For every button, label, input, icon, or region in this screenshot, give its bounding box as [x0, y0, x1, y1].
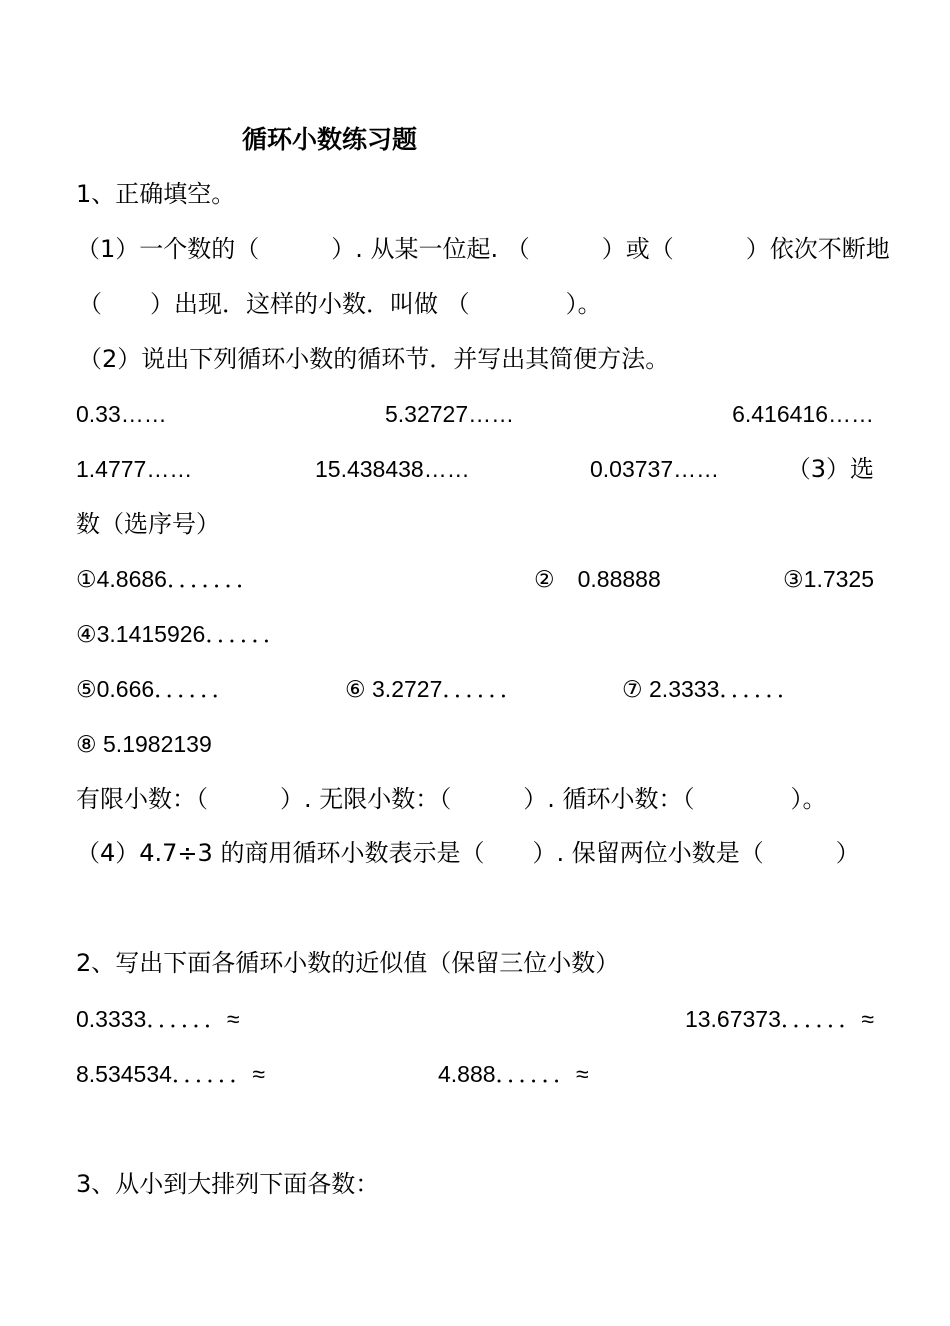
decimal-item: 6.416416……	[732, 401, 874, 427]
q1-part3-continued: 数（选序号）	[76, 510, 220, 538]
q1-part3-start: （3）选	[786, 455, 874, 483]
approx-item: 8.534534．．．．．．≈	[76, 1061, 266, 1087]
decimal-item: 0.03737……	[590, 456, 720, 482]
q1-classify-line: 有限小数：（ ）. 无限小数：（ ）. 循环小数：（ ）。	[76, 785, 827, 813]
option-item: ⑧ 5.1982139	[76, 731, 212, 757]
q1-part1-line1: （1）一个数的（ ）. 从某一位起. （ ）或（ ）依次不断地	[76, 235, 890, 263]
q1-part2: （2）说出下列循环小数的循环节．并写出其简便方法。	[78, 345, 670, 373]
option-item: ⑥ 3.2727．．．．．．	[345, 676, 523, 702]
q3-heading: 3、从小到大排列下面各数：	[76, 1170, 380, 1198]
decimal-item: 0.33……	[76, 401, 167, 427]
page-title: 循环小数练习题	[242, 125, 418, 154]
q2-heading: 2、写出下面各循环小数的近似值（保留三位小数）	[76, 949, 620, 977]
decimal-item: 15.438438……	[315, 456, 470, 482]
q1-part1-line2: （ ）出现．这样的小数．叫做 （ ）。	[78, 290, 602, 318]
decimal-item: 1.4777……	[76, 456, 193, 482]
q1-heading: 1、正确填空。	[76, 180, 236, 208]
approx-item: 0.3333．．．．．．≈	[76, 1006, 240, 1032]
option-item: ①4.8686．．．．．．．	[76, 566, 259, 592]
approx-item: 4.888．．．．．．≈	[438, 1061, 589, 1087]
option-item: ⑦ 2.3333．．．．．．	[622, 676, 800, 702]
approx-item: 13.67373．．．．．．≈	[684, 1006, 874, 1032]
q1-part4: （4）4.7÷3 的商用循环小数表示是（ ）. 保留两位小数是（ ）	[76, 839, 860, 867]
decimal-item: 5.32727……	[385, 401, 515, 427]
option-item: ② 0.88888	[534, 566, 661, 592]
option-item: ⑤0.666．．．．．．	[76, 676, 235, 702]
option-item: ④3.1415926．．．．．．	[76, 621, 286, 647]
option-item: ③1.7325	[783, 566, 874, 592]
